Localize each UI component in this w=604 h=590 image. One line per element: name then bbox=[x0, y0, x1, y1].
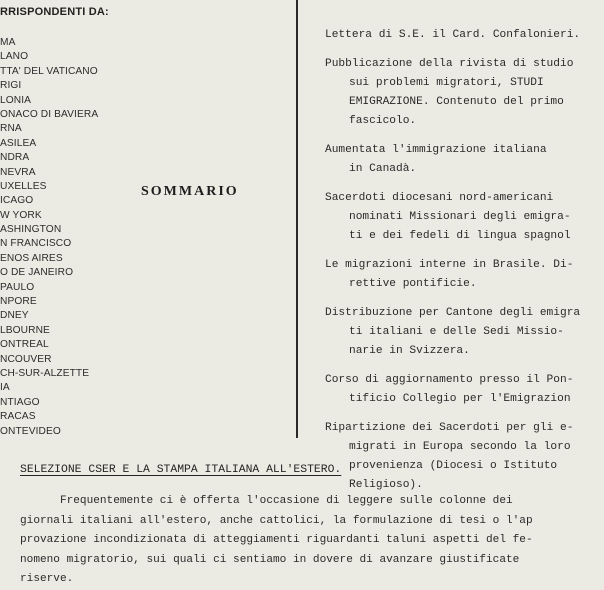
summary-line: Pubblicazione della rivista di studio bbox=[325, 58, 574, 70]
city-item: O DE JANEIRO bbox=[0, 267, 74, 279]
city-item: ONTREAL bbox=[0, 339, 49, 351]
column-divider bbox=[296, 0, 298, 438]
summary-line: narie in Svizzera. bbox=[349, 345, 470, 357]
summary-line: EMIGRAZIONE. Contenuto del primo bbox=[349, 96, 564, 108]
correspondents-heading: RRISPONDENTI DA: bbox=[0, 6, 109, 18]
summary-item bbox=[325, 304, 604, 361]
body-line: nomeno migratorio, sui quali ci sentiamo in dovere di avanzare giustificate bbox=[20, 553, 520, 566]
summary-item bbox=[325, 419, 604, 495]
summary-item bbox=[325, 141, 604, 179]
summary-line: Religioso). bbox=[349, 479, 423, 491]
body-line: giornali italiani all'estero, anche cattolici, la formulazione di tesi o l'ap bbox=[20, 514, 533, 527]
city-item: N FRANCISCO bbox=[0, 238, 72, 250]
city-item: LBOURNE bbox=[0, 324, 50, 336]
sommario-heading: SOMMARIO bbox=[141, 184, 239, 199]
summary-line: Aumentata l'immigrazione italiana bbox=[325, 144, 547, 156]
city-item: MA bbox=[0, 37, 16, 48]
summary-line: Ripartizione dei Sacerdoti per gli e- bbox=[325, 422, 574, 434]
city-item: LANO bbox=[0, 51, 29, 63]
city-item: ASILEA bbox=[0, 137, 37, 149]
summary-item bbox=[325, 256, 604, 294]
summary-line: tificio Collegio per l'Emigrazion bbox=[349, 393, 571, 405]
city-item: CH-SUR-ALZETTE bbox=[0, 367, 90, 379]
summary-line: ti e dei fedeli di lingua spagnol bbox=[349, 230, 571, 242]
summary-list bbox=[325, 26, 604, 495]
correspondents-city-list bbox=[0, 36, 98, 439]
city-item: LONIA bbox=[0, 94, 32, 106]
summary-line: Le migrazioni interne in Brasile. Di- bbox=[325, 259, 574, 271]
section-body bbox=[20, 492, 533, 590]
summary-item bbox=[325, 26, 604, 45]
city-item: RIGI bbox=[0, 80, 22, 92]
city-item: ASHINGTON bbox=[0, 224, 62, 236]
city-item: IA bbox=[0, 382, 10, 394]
summary-item bbox=[325, 189, 604, 246]
city-item: TTA' DEL VATICANO bbox=[0, 65, 98, 77]
summary-item bbox=[325, 371, 604, 409]
body-line: riserve. bbox=[20, 573, 74, 586]
city-item: NTIAGO bbox=[0, 396, 40, 408]
city-item: ONACO DI BAVIERA bbox=[0, 108, 99, 120]
summary-line: Corso di aggiornamento presso il Pon- bbox=[325, 374, 574, 386]
summary-line: nominati Missionari degli emigra- bbox=[349, 211, 571, 223]
summary-line: in Canadà. bbox=[349, 163, 417, 175]
city-item: NEVRA bbox=[0, 166, 36, 178]
body-line: provazione incondizionata di atteggiamenti riguardanti taluni aspetti del fe- bbox=[20, 534, 533, 547]
summary-line: sui problemi migratori, STUDI bbox=[349, 77, 544, 89]
summary-line: Lettera di S.E. il Card. Confalonieri. bbox=[325, 29, 581, 41]
section-title: SELEZIONE CSER E LA STAMPA ITALIANA ALL'ESTERO. bbox=[20, 464, 342, 476]
summary-line: migrati in Europa secondo la loro bbox=[349, 441, 571, 453]
city-item: ONTEVIDEO bbox=[0, 425, 61, 437]
city-item: ENOS AIRES bbox=[0, 252, 63, 264]
summary-line: rettive pontificie. bbox=[349, 278, 477, 290]
summary-item bbox=[325, 55, 604, 131]
city-item: PAULO bbox=[0, 281, 35, 293]
summary-line: provenienza (Diocesi o Istituto bbox=[349, 460, 558, 472]
city-item: UXELLES bbox=[0, 180, 47, 192]
summary-line: Distribuzione per Cantone degli emigra bbox=[325, 307, 581, 319]
summary-line: ti italiani e delle Sedi Missio- bbox=[349, 326, 564, 338]
city-item: NPORE bbox=[0, 296, 37, 308]
summary-line: Sacerdoti diocesani nord-americani bbox=[325, 192, 554, 204]
summary-line: fascicolo. bbox=[349, 115, 417, 127]
city-item: ICAGO bbox=[0, 195, 34, 207]
city-item: DNEY bbox=[0, 310, 29, 322]
city-item: W YORK bbox=[0, 209, 42, 221]
city-item: NCOUVER bbox=[0, 353, 52, 365]
city-item: NDRA bbox=[0, 152, 30, 164]
city-item: RACAS bbox=[0, 411, 36, 423]
city-item: RNA bbox=[0, 123, 22, 135]
body-line: Frequentemente ci è offerta l'occasione di leggere sulle colonne dei bbox=[20, 495, 513, 507]
